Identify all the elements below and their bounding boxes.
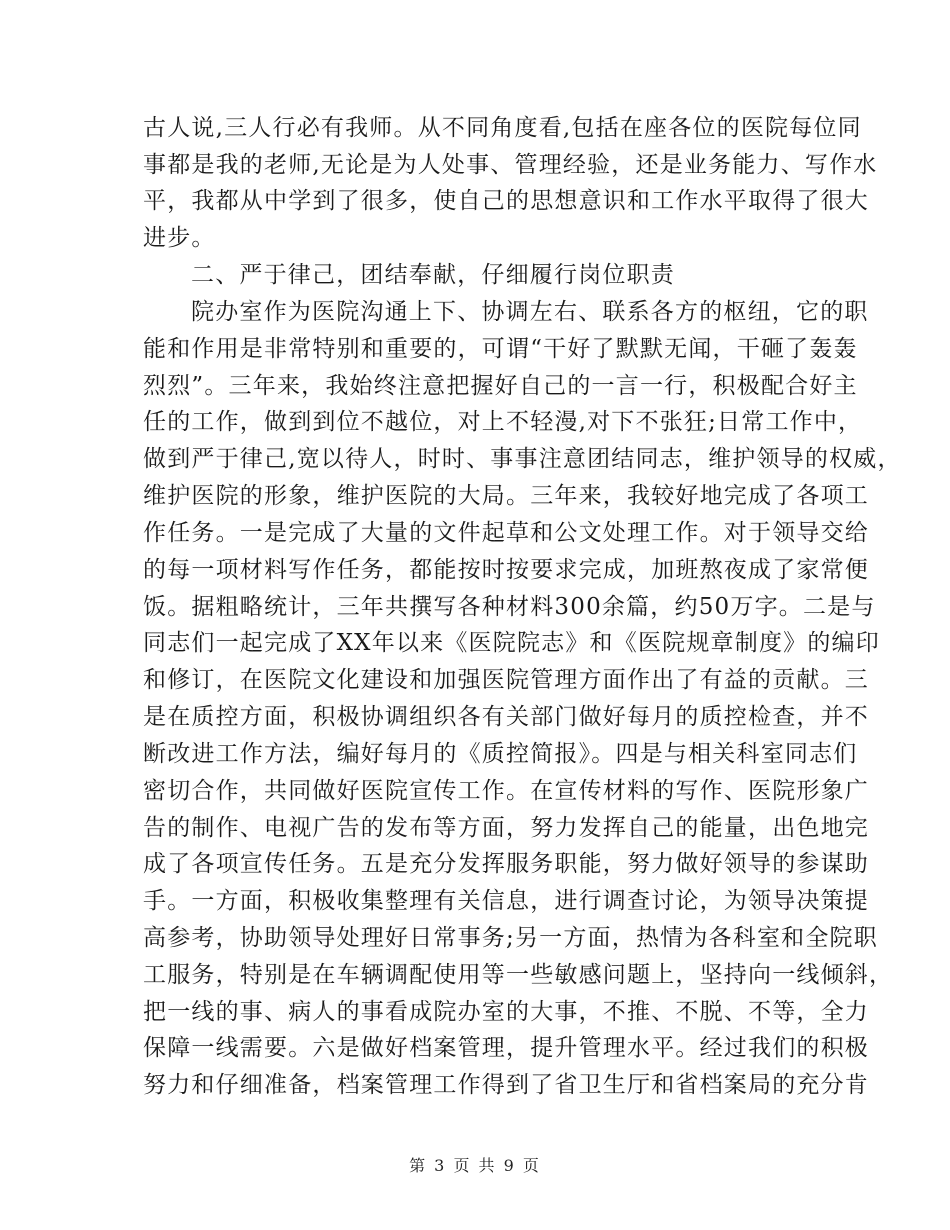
paragraph-line: 是在质控方面，积极协调组织各有关部门做好每月的质控检查，并不 xyxy=(143,704,869,730)
paragraph-line: 告的制作、电视广告的发布等方面，努力发挥自己的能量，出色地完 xyxy=(143,815,869,841)
paragraph-line: 烈烈”。三年来，我始终注意把握好自己的一言一行，积极配合好主 xyxy=(143,373,858,399)
paragraph-line: 密切合作，共同做好医院宣传工作。在宣传材料的写作、医院形象广 xyxy=(143,778,869,804)
paragraph-line: 工服务，特别是在车辆调配使用等一些敏感问题上，坚持向一线倾斜， xyxy=(143,962,894,988)
paragraph-line: 作任务。一是完成了大量的文件起草和公文处理工作。对于领导交给 xyxy=(143,520,869,546)
paragraph-line: 保障一线需要。六是做好档案管理，提升管理水平。经过我们的积极 xyxy=(143,1035,869,1061)
paragraph-line: 努力和仔细准备，档案管理工作得到了省卫生厅和省档案局的充分肯 xyxy=(143,1072,869,1098)
page-number-footer: 第 3 页 共 9 页 xyxy=(409,1156,541,1175)
paragraph-line: 饭。据粗略统计，三年共撰写各种材料300余篇，约50万字。二是与 xyxy=(143,594,876,620)
paragraph-line: 维护医院的形象，维护医院的大局。三年来，我较好地完成了各项工 xyxy=(143,483,869,509)
paragraph-line: 能和作用是非常特别和重要的，可谓“干好了默默无闻，干砸了轰轰 xyxy=(143,336,858,362)
paragraph-line: 和修订，在医院文化建设和加强医院管理方面作出了有益的贡献。三 xyxy=(143,667,869,693)
paragraph-line: 手。一方面，积极收集整理有关信息，进行调查讨论，为领导决策提 xyxy=(143,888,869,914)
section-heading: 二、严于律己，团结奉献，仔细履行岗位职责 xyxy=(191,262,675,288)
paragraph-line: 任的工作，做到到位不越位，对上不轻漫,对下不张狂;日常工作中， xyxy=(143,409,863,435)
paragraph-line: 断改进工作方法，编好每月的《质控简报》。四是与相关科室同志们 xyxy=(143,741,858,767)
paragraph-line: 同志们一起完成了XX年以来《医院院志》和《医院规章制度》的编印 xyxy=(143,630,880,656)
paragraph-line: 事都是我的老师,无论是为人处事、管理经验，还是业务能力、写作水 xyxy=(143,152,878,178)
paragraph-line: 把一线的事、病人的事看成院办室的大事，不推、不脱、不等，全力 xyxy=(143,999,869,1025)
paragraph-line: 高参考，协助领导处理好日常事务;另一方面，热情为各科室和全院职 xyxy=(143,925,878,951)
paragraph-line: 进步。 xyxy=(143,225,216,251)
paragraph-line: 成了各项宣传任务。五是充分发挥服务职能，努力做好领导的参谋助 xyxy=(143,851,869,877)
paragraph-line: 院办室作为医院沟通上下、协调左右、联系各方的枢纽，它的职 xyxy=(191,299,869,325)
paragraph-line: 古人说,三人行必有我师。从不同角度看,包括在座各位的医院每位同 xyxy=(143,115,862,141)
paragraph-line: 的每一项材料写作任务，都能按时按要求完成，加班熬夜成了家常便 xyxy=(143,557,869,583)
paragraph-line: 做到严于律己,宽以待人，时时、事事注意团结同志，维护领导的权威， xyxy=(143,446,902,472)
paragraph-line: 平，我都从中学到了很多，使自己的思想意识和工作水平取得了很大 xyxy=(143,188,869,214)
